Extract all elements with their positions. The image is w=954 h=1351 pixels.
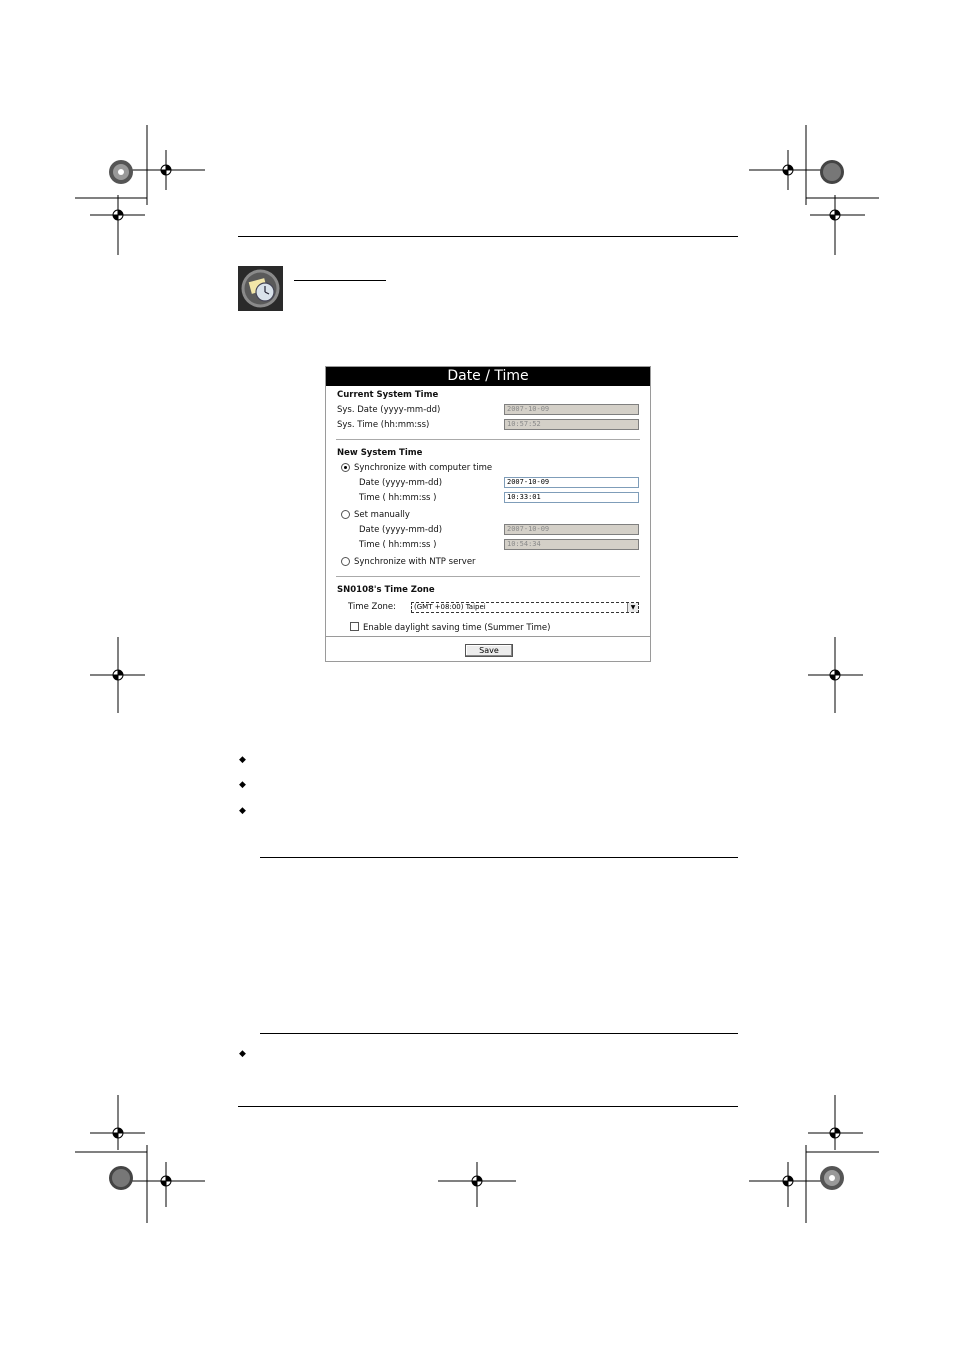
sync-computer-label: Synchronize with computer time (354, 463, 493, 473)
daylight-saving-label: Enable daylight saving time (Summer Time) (363, 623, 551, 633)
bullet-4: ◆ (239, 1049, 246, 1059)
sync-time-input[interactable]: 10:33:01 (504, 492, 639, 503)
sys-date-label: Sys. Date (yyyy-mm-dd) (337, 405, 441, 415)
separator-3 (326, 636, 650, 637)
daylight-saving-checkbox[interactable] (350, 622, 359, 631)
save-button[interactable]: Save (465, 644, 513, 657)
time-zone-selected: (GMT +08:00) Taipei (414, 603, 486, 611)
sync-time-label: Time ( hh:mm:ss ) (359, 493, 437, 503)
date-time-panel (325, 366, 651, 662)
sys-time-label: Sys. Time (hh:mm:ss) (337, 420, 430, 430)
bullet-1: ◆ (239, 755, 246, 765)
time-zone-select[interactable] (411, 602, 639, 613)
current-system-time-heading: Current System Time (337, 390, 439, 400)
time-zone-heading: SN0108's Time Zone (337, 585, 435, 595)
ntp-server-label: Synchronize with NTP server (354, 557, 476, 567)
set-manually-radio[interactable] (341, 510, 350, 519)
manual-time-input[interactable]: 10:54:34 (504, 539, 639, 550)
sync-date-input[interactable]: 2007-10-09 (504, 477, 639, 488)
manual-date-label: Date (yyyy-mm-dd) (359, 525, 443, 535)
bullet-2: ◆ (239, 780, 246, 790)
bullet-3: ◆ (239, 806, 246, 816)
sync-date-label: Date (yyyy-mm-dd) (359, 478, 443, 488)
manual-time-label: Time ( hh:mm:ss ) (359, 540, 437, 550)
separator-2 (336, 576, 640, 577)
time-zone-label: Time Zone: (348, 602, 397, 612)
set-manually-label: Set manually (354, 510, 410, 520)
sys-time-field: 10:57:52 (504, 419, 639, 430)
sys-date-field: 2007-10-09 (504, 404, 639, 415)
separator-1 (336, 439, 640, 440)
panel-title: Date / Time (326, 367, 650, 386)
new-system-time-heading: New System Time (337, 448, 423, 458)
sync-computer-radio[interactable] (341, 463, 350, 472)
manual-date-input[interactable]: 2007-10-09 (504, 524, 639, 535)
chevron-down-icon[interactable]: ▼ (627, 603, 638, 612)
ntp-server-radio[interactable] (341, 557, 350, 566)
